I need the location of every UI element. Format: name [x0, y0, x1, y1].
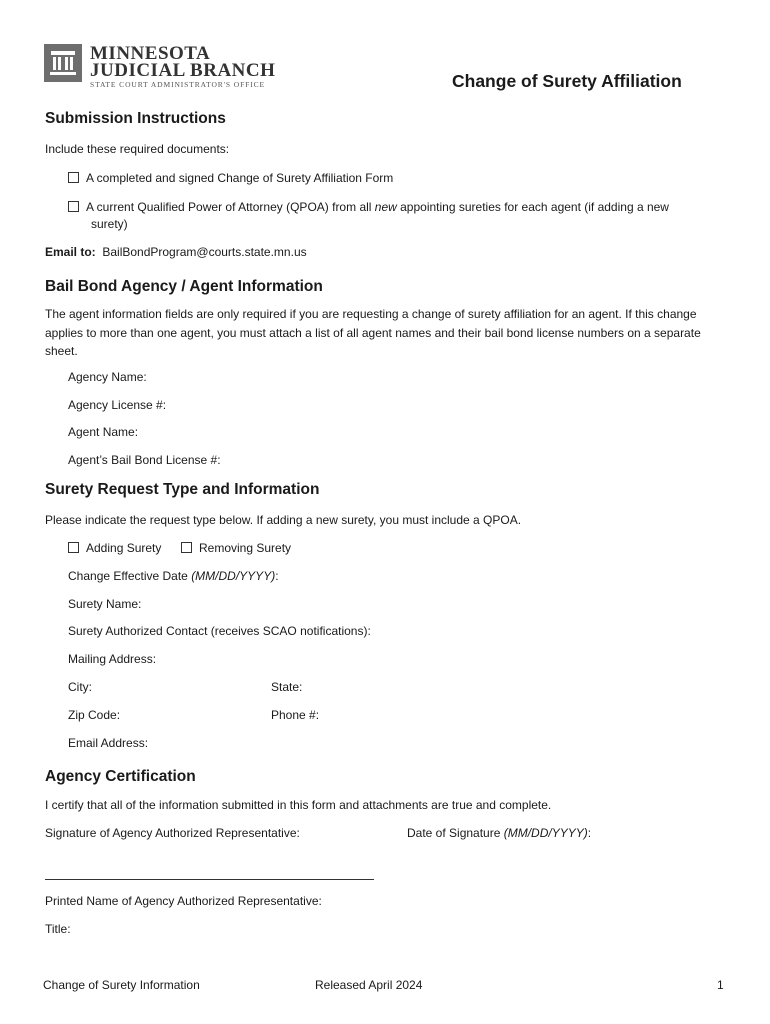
- printed-name-label: Printed Name of Agency Authorized Representative:: [45, 894, 322, 908]
- title-label: Title:: [45, 922, 71, 936]
- required-doc-label-2-line2: surety): [91, 217, 128, 231]
- effective-date-colon: :: [275, 569, 279, 583]
- adding-surety-checkbox[interactable]: [68, 542, 79, 553]
- footer-form-name: Change of Surety Information: [43, 978, 200, 992]
- certification-statement: I certify that all of the information submitted in this form and attachments are true and complete.: [45, 798, 552, 812]
- adding-surety-label: Adding Surety: [86, 541, 162, 555]
- removing-surety-label: Removing Surety: [199, 541, 292, 555]
- signature-date-label: [407, 824, 591, 842]
- effective-date-text: Change Effective Date: [68, 569, 192, 583]
- agency-name-label: Agency Name:: [68, 370, 147, 384]
- footer-release-date: Released April 2024: [315, 978, 423, 992]
- surety-intro: Please indicate the request type below. If adding a new surety, you must include a QPOA.: [45, 513, 522, 527]
- required-doc-label-1: A completed and signed Change of Surety Affiliation Form: [86, 171, 394, 185]
- signature-date-colon: :: [587, 826, 592, 840]
- form-title: Change of Surety Affiliation: [452, 71, 682, 91]
- agent-license-label: Agent’s Bail Bond License #:: [68, 453, 221, 467]
- effective-date-label: [68, 567, 279, 585]
- agency-paragraph: The agent information fields are only required if you are requesting a change of surety affiliation for an agent. If this change applies to more than one agent, you must attach a list of all agent names and their bail bond license numbers on a separate sheet.: [45, 307, 701, 358]
- signature-date-text: Date of Signature: [407, 826, 504, 840]
- required-doc-item-1: [68, 169, 393, 187]
- email-to-address[interactable]: BailBondProgram@courts.state.mn.us: [102, 245, 307, 259]
- state-label: State:: [271, 680, 303, 694]
- required-doc-checkbox-1[interactable]: [68, 172, 79, 183]
- email-to-row: [45, 243, 307, 261]
- surety-name-label: Surety Name:: [68, 597, 142, 611]
- logo-text-judicial-branch: JUDICIAL BRANCH: [90, 60, 276, 81]
- zip-code-label: Zip Code:: [68, 708, 121, 722]
- surety-heading: Surety Request Type and Information: [45, 481, 320, 498]
- agency-heading: Bail Bond Agency / Agent Information: [45, 278, 323, 295]
- agent-name-label: Agent Name:: [68, 425, 139, 439]
- logo-subtitle: STATE COURT ADMINISTRATOR'S OFFICE: [90, 80, 266, 89]
- surety-contact-label: Surety Authorized Contact (receives SCAO notifications):: [68, 624, 371, 638]
- mailing-address-label: Mailing Address:: [68, 652, 157, 666]
- agency-license-label: Agency License #:: [68, 398, 167, 412]
- required-doc-label-2-pre: A current Qualified Power of Attorney (QPOA) from all: [86, 200, 375, 214]
- city-label: City:: [68, 680, 92, 694]
- certification-heading: Agency Certification: [45, 768, 196, 785]
- signature-label: Signature of Agency Authorized Representative:: [45, 826, 300, 840]
- required-doc-checkbox-2[interactable]: [68, 201, 79, 212]
- signature-date-format: (MM/DD/YYYY): [503, 826, 588, 840]
- phone-label: Phone #:: [271, 708, 320, 722]
- judicial-branch-logo-icon: [44, 44, 82, 82]
- required-doc-label-2-post: appointing sureties for each agent (if adding a new: [396, 200, 669, 214]
- removing-surety-option[interactable]: [181, 539, 291, 557]
- adding-surety-option[interactable]: [68, 539, 161, 557]
- required-doc-label-2-em: new: [374, 200, 397, 214]
- email-address-label: Email Address:: [68, 736, 149, 750]
- required-doc-item-2: [68, 198, 669, 216]
- logo-text-minnesota: MINNESOTA: [90, 43, 211, 64]
- submission-heading: Submission Instructions: [45, 110, 226, 127]
- signature-line[interactable]: [45, 879, 374, 880]
- footer-page-number: 1: [717, 978, 724, 992]
- effective-date-format: (MM/DD/YYYY): [191, 569, 276, 583]
- email-to-label: Email to:: [45, 245, 96, 259]
- submission-intro: Include these required documents:: [45, 142, 230, 156]
- removing-surety-checkbox[interactable]: [181, 542, 192, 553]
